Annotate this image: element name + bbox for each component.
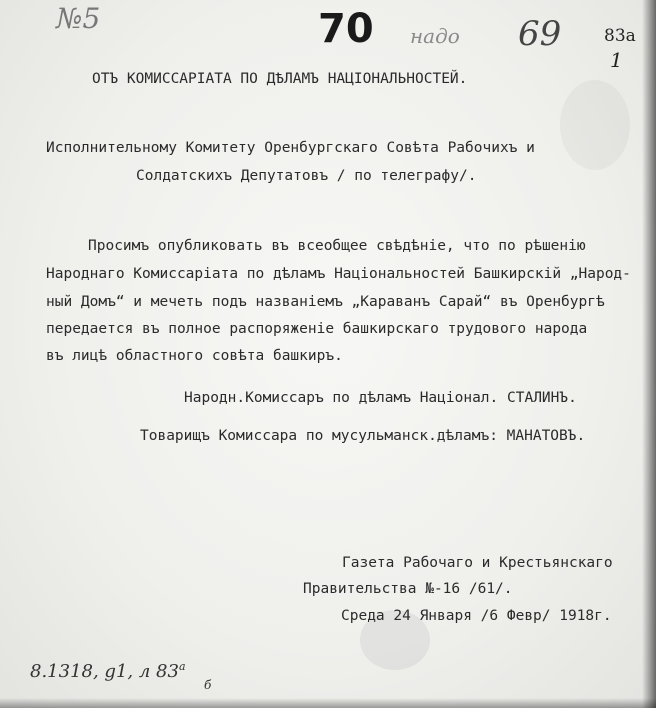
source-line: Среда 24 Января /6 Февр/ 1918г. bbox=[341, 608, 612, 624]
body-line: ный Домъ“ и мечеть подъ названiемъ „Караванъ Сарай“ въ Оренбургѣ bbox=[46, 294, 605, 310]
corner-mark: №5 bbox=[56, 2, 101, 35]
body-line: Народнаго Комиссарiата по дѣламъ Нацiональностей Башкирскiй „Народ- bbox=[46, 266, 631, 282]
source-line: Правительства №-16 /61/. bbox=[303, 581, 513, 597]
scan-edge-shadow bbox=[642, 0, 656, 708]
archive-reference-text: 8.1318, g1, л 83 bbox=[30, 661, 179, 682]
source-line: Газета Рабочаго и Крестьянскаго bbox=[342, 555, 613, 571]
body-line: передается въ полное распоряженiе башкирскаго трудового народа bbox=[46, 321, 588, 337]
paper-stain bbox=[560, 80, 630, 170]
folio-sub: 1 bbox=[610, 48, 623, 72]
addressee-line: Солдатскихъ Депутатовъ / по телеграфу/. bbox=[136, 168, 477, 184]
addressee-line: Исполнительному Комитету Оренбургскаго Совѣта Рабочихъ и bbox=[46, 140, 535, 156]
signature-manatov: Товарищъ Комиссара по мусульманск.дѣламъ: МАНАТОВЪ. bbox=[140, 428, 586, 444]
page-number-alt: 69 bbox=[518, 14, 562, 54]
scan-bottom-shadow bbox=[0, 698, 656, 708]
folio-number: 83а bbox=[604, 26, 636, 46]
body-line: Просимъ опубликовать въ всеобщее свѣдѣнiе, что по рѣшенiю bbox=[88, 238, 586, 254]
handwritten-note: надо bbox=[410, 24, 460, 48]
archive-reference-sup: а bbox=[178, 660, 186, 673]
page-number-main: 70 bbox=[318, 6, 374, 52]
archive-reference-sub: б bbox=[204, 678, 212, 692]
document-header: ОТЪ КОМИССАРIАТА ПО ДѢЛАМЪ НАЦIОНАЛЬНОСТЕЙ. bbox=[92, 71, 468, 87]
archive-reference bbox=[30, 660, 212, 692]
signature-stalin: Народн.Комиссаръ по дѣламъ Нацiонал. СТАЛИНЪ. bbox=[184, 390, 577, 406]
body-line: въ лицѣ областного совѣта башкиръ. bbox=[46, 348, 343, 364]
